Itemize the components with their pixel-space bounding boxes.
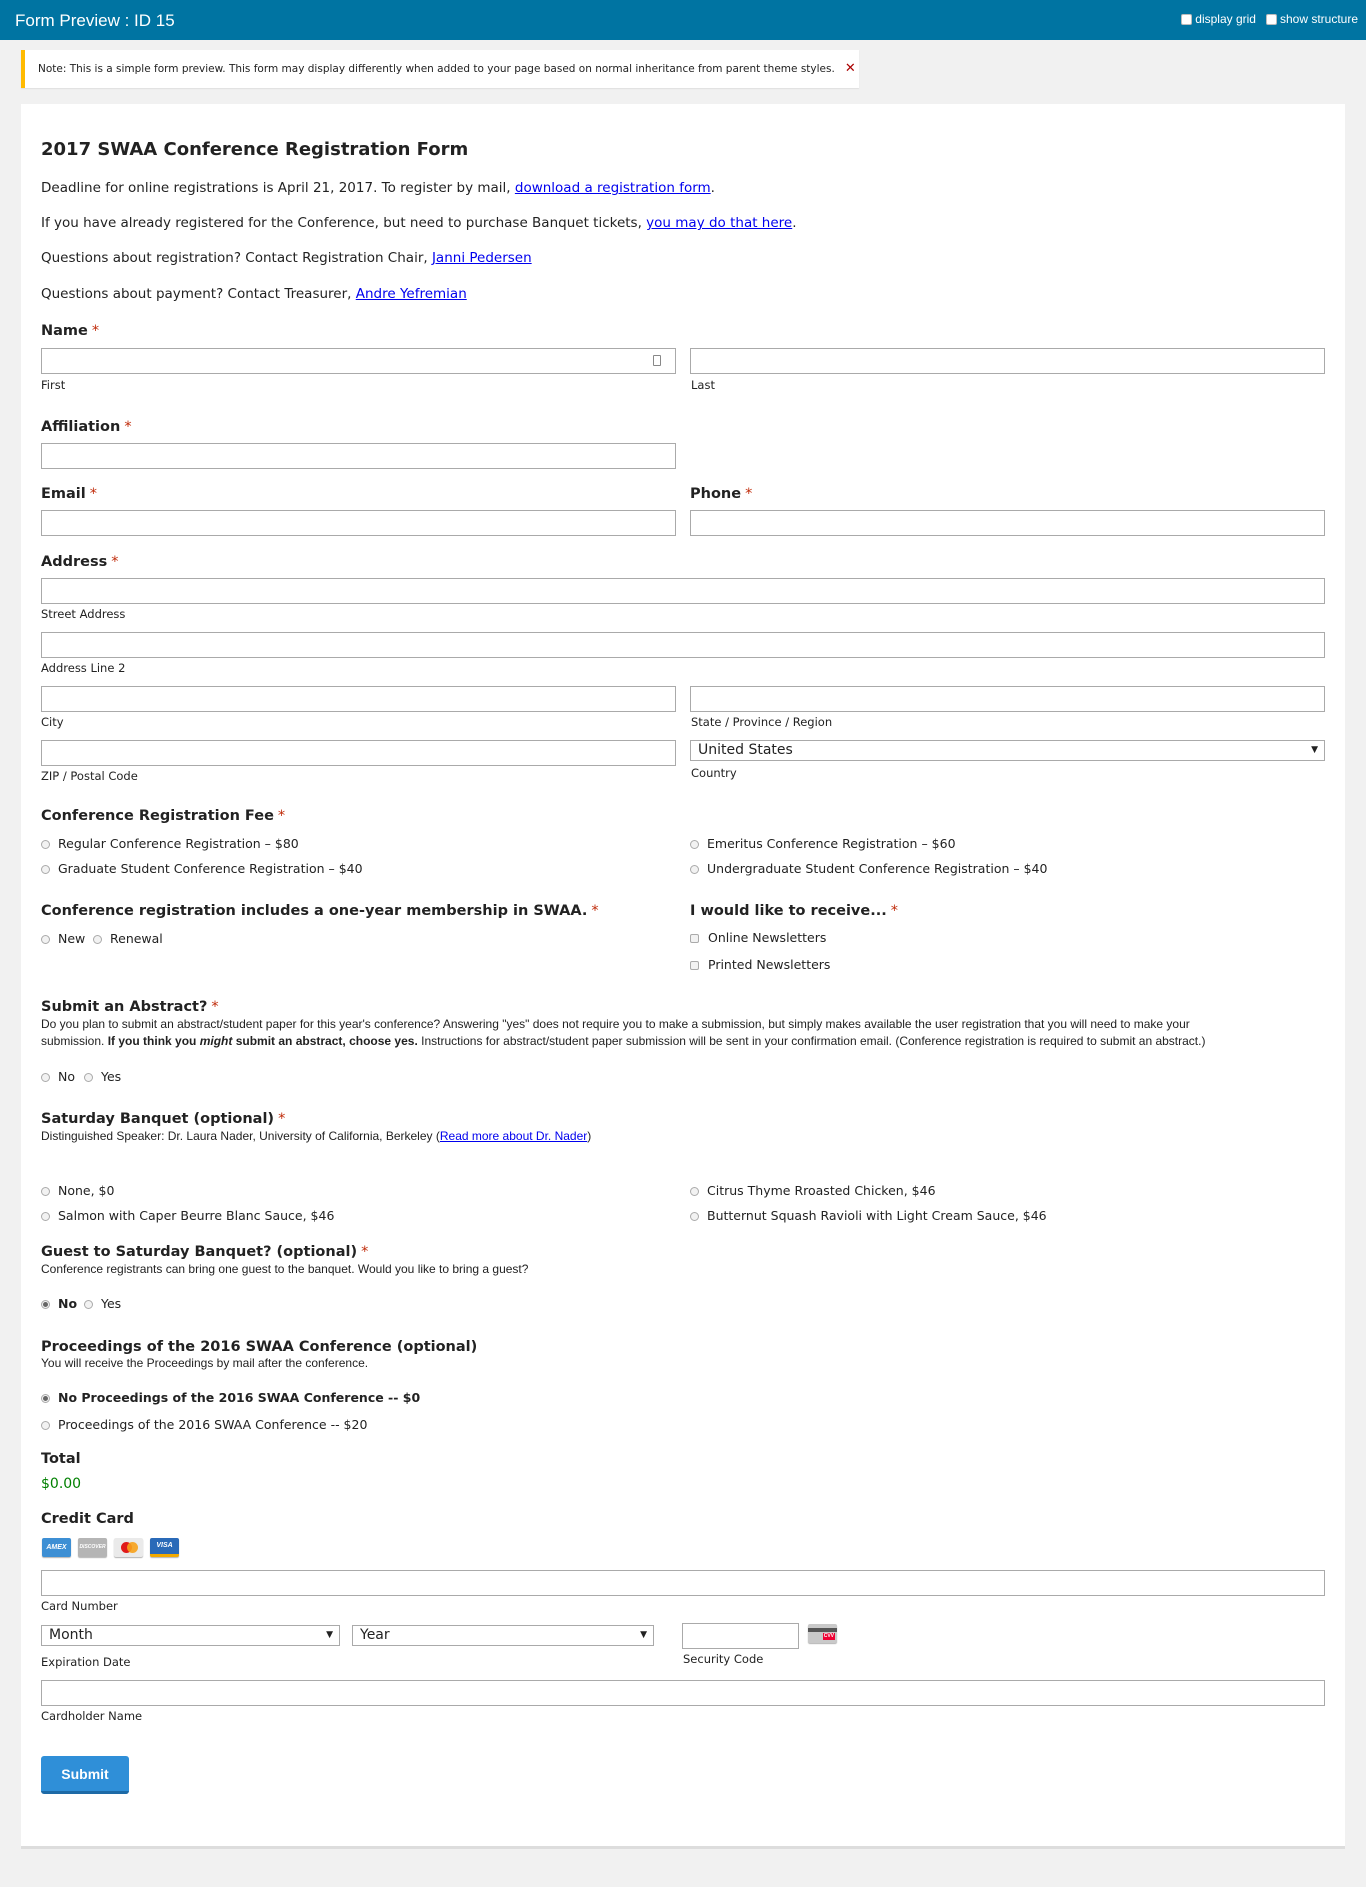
proceedings-description: You will receive the Proceedings by mail after the conference.	[41, 1356, 369, 1370]
radio-button[interactable]	[690, 840, 699, 849]
discover-card-icon: DISCOVER	[78, 1538, 107, 1557]
security-code-sublabel: Security Code	[683, 1652, 764, 1666]
amex-card-icon: AMEX	[42, 1538, 71, 1557]
fee-option-emeritus[interactable]	[690, 836, 956, 852]
radio-button[interactable]	[84, 1073, 93, 1082]
proceedings-label	[41, 1338, 477, 1356]
intro-payment-text: Questions about payment? Contact Treasurer,	[41, 286, 356, 302]
abstract-desc-italic: might	[199, 1034, 233, 1048]
state-input[interactable]	[690, 686, 1325, 712]
form-panel	[21, 104, 1345, 1849]
abstract-option-label: No	[58, 1069, 75, 1084]
email-label-text: Email	[41, 486, 86, 502]
fee-option-label: Undergraduate Student Conference Registration – $40	[707, 861, 1048, 876]
read-more-nader-link[interactable]: Read more about Dr. Nader	[439, 1129, 588, 1143]
checkbox[interactable]	[690, 961, 699, 970]
proceedings-option-label: No Proceedings of the 2016 SWAA Conference -- $0	[58, 1390, 421, 1405]
card-number-input[interactable]	[41, 1570, 1325, 1596]
security-code-input[interactable]	[682, 1623, 799, 1649]
state-sublabel: State / Province / Region	[691, 715, 833, 729]
fee-option-undergraduate[interactable]	[690, 861, 1047, 877]
form-title: 2017 SWAA Conference Registration Form	[41, 139, 469, 160]
expiration-sublabel: Expiration Date	[41, 1655, 131, 1669]
radio-button[interactable]	[41, 1187, 50, 1196]
banquet-option-label: Citrus Thyme Rroasted Chicken, $46	[707, 1183, 936, 1198]
banquet-option-chicken[interactable]	[690, 1183, 936, 1199]
membership-option-label: New	[58, 931, 86, 946]
intro-payment-contact	[41, 285, 467, 303]
radio-button[interactable]	[41, 1073, 50, 1082]
abstract-desc-bold: submit an abstract, choose yes.	[232, 1034, 418, 1048]
chevron-down-icon: ▼	[640, 1630, 647, 1640]
notice-text: Note: This is a simple form preview. This form may display differently when added to your page based on normal inheritance from parent theme styles.	[38, 63, 835, 75]
banquet-option-label: None, $0	[58, 1183, 115, 1198]
street-address-sublabel: Street Address	[41, 607, 126, 621]
email-input[interactable]	[41, 510, 676, 536]
download-form-link[interactable]: download a registration form	[514, 180, 711, 196]
country-value: United States	[698, 742, 793, 758]
city-sublabel: City	[41, 715, 64, 729]
expiration-month-value: Month	[49, 1627, 93, 1643]
expiration-month-select[interactable]	[41, 1625, 340, 1646]
intro-banquet	[41, 214, 797, 232]
fee-label-text: Conference Registration Fee	[41, 808, 274, 824]
intro-deadline-text: Deadline for online registrations is April 21, 2017. To register by mail,	[41, 180, 515, 196]
street-address-input[interactable]	[41, 578, 1325, 604]
guest-option-label: No	[58, 1296, 78, 1311]
receive-option-label: Online Newsletters	[708, 930, 827, 945]
abstract-description	[41, 1016, 1331, 1050]
submit-button[interactable]: Submit	[41, 1756, 129, 1794]
receive-option-online[interactable]	[690, 930, 826, 946]
proceedings-option-purchase[interactable]	[41, 1417, 367, 1433]
guest-description: Conference registrants can bring one guest to the banquet. Would you like to bring a guest?	[41, 1262, 529, 1276]
phone-input[interactable]	[690, 510, 1325, 536]
banquet-label	[41, 1110, 285, 1128]
affiliation-label-text: Affiliation	[41, 419, 121, 435]
radio-button-selected[interactable]	[41, 1300, 50, 1309]
required-mark: *	[124, 419, 132, 435]
last-name-input[interactable]	[690, 348, 1325, 374]
guest-option-label: Yes	[101, 1296, 122, 1311]
mastercard-circle-orange	[127, 1542, 138, 1553]
total-value: $0.00	[41, 1476, 82, 1492]
name-label-text: Name	[41, 323, 88, 339]
membership-option-renewal[interactable]	[93, 931, 163, 947]
abstract-option-yes[interactable]	[84, 1069, 121, 1085]
banquet-desc-end: )	[587, 1129, 592, 1143]
mastercard-icon	[114, 1538, 143, 1557]
radio-button[interactable]	[690, 1212, 699, 1221]
membership-label-text: Conference registration includes a one-year membership in SWAA.	[41, 903, 588, 919]
display-grid-label: display grid	[1195, 12, 1256, 26]
fee-option-regular[interactable]	[41, 836, 299, 852]
intro-registration-contact	[41, 249, 532, 267]
close-icon[interactable]: ✕	[844, 61, 856, 76]
abstract-option-label: Yes	[101, 1069, 122, 1084]
intro-banquet-end: .	[792, 215, 797, 231]
banquet-option-label: Butternut Squash Ravioli with Light Cream Sauce, $46	[707, 1208, 1047, 1223]
radio-button[interactable]	[41, 1212, 50, 1221]
required-mark: *	[591, 903, 599, 919]
registration-chair-link[interactable]: Janni Pedersen	[431, 250, 532, 266]
required-mark: *	[211, 999, 219, 1015]
banquet-option-salmon[interactable]	[41, 1208, 334, 1224]
show-structure-toggle[interactable]	[1266, 12, 1358, 26]
radio-button-selected[interactable]	[41, 1394, 50, 1403]
abstract-desc-text: submission.	[41, 1034, 108, 1048]
address-label	[41, 553, 118, 571]
abstract-option-no[interactable]	[41, 1069, 75, 1085]
credit-card-label: Credit Card	[41, 1511, 134, 1527]
preview-topbar	[0, 0, 1366, 40]
total-label: Total	[41, 1451, 81, 1467]
receive-option-label: Printed Newsletters	[708, 957, 831, 972]
show-structure-label: show structure	[1279, 12, 1358, 26]
banquet-option-none[interactable]	[41, 1183, 114, 1199]
cardholder-name-sublabel: Cardholder Name	[41, 1709, 143, 1723]
affiliation-label	[41, 418, 132, 436]
radio-button[interactable]	[41, 840, 50, 849]
cvv-code: CVV	[823, 1633, 834, 1639]
abstract-desc-text: Instructions for abstract/student paper submission will be sent in your confirmation email. (Conference registration is required to submit an abstract.)	[417, 1034, 1206, 1048]
fee-option-label: Emeritus Conference Registration – $60	[707, 836, 956, 851]
expiration-year-select[interactable]	[352, 1625, 654, 1646]
show-structure-checkbox[interactable]	[1266, 14, 1277, 25]
chevron-down-icon: ▼	[326, 1630, 333, 1640]
name-label	[41, 322, 99, 340]
display-grid-toggle[interactable]	[1181, 12, 1256, 26]
address-line2-input[interactable]	[41, 632, 1325, 658]
required-mark: *	[277, 808, 286, 824]
fee-option-label: Graduate Student Conference Registration – $40	[58, 861, 363, 876]
required-mark: *	[745, 486, 753, 502]
first-name-sublabel: First	[41, 378, 66, 392]
required-mark: *	[361, 1244, 369, 1260]
guest-label	[41, 1243, 368, 1261]
receive-label-text: I would like to receive...	[690, 903, 887, 919]
abstract-desc-bold: If you think you	[107, 1034, 200, 1048]
abstract-label	[41, 998, 219, 1016]
zip-input[interactable]	[41, 740, 676, 766]
radio-button[interactable]	[93, 935, 102, 944]
display-grid-checkbox[interactable]	[1181, 14, 1192, 25]
fee-option-graduate[interactable]	[41, 861, 363, 877]
abstract-description-line2	[41, 1033, 1331, 1050]
first-name-input[interactable]	[41, 348, 676, 374]
country-select[interactable]	[690, 740, 1325, 761]
required-mark: *	[89, 486, 97, 502]
banquet-tickets-link[interactable]: you may do that here	[646, 215, 793, 231]
preview-title: Form Preview : ID 15	[15, 11, 175, 30]
expiration-year-value: Year	[360, 1627, 390, 1643]
phone-label	[690, 485, 752, 503]
address-line2-sublabel: Address Line 2	[41, 661, 126, 675]
proceedings-label-text: Proceedings of the 2016 SWAA Conference (optional)	[41, 1339, 478, 1355]
abstract-description-line1: Do you plan to submit an abstract/student paper for this year's conference? Answering "yes" does not require you to make a submission, but simply makes available the user registration that you will need to make your	[41, 1017, 1190, 1031]
city-input[interactable]	[41, 686, 676, 712]
treasurer-link[interactable]: Andre Yefremian	[355, 286, 467, 302]
radio-button[interactable]	[690, 865, 699, 874]
membership-option-label: Renewal	[110, 931, 163, 946]
chevron-down-icon: ▼	[1311, 745, 1318, 755]
membership-label	[41, 902, 599, 920]
radio-button[interactable]	[41, 1421, 50, 1430]
zip-sublabel: ZIP / Postal Code	[41, 769, 138, 783]
required-mark: *	[111, 554, 119, 570]
guest-option-yes[interactable]	[84, 1296, 121, 1312]
receive-label	[690, 902, 898, 920]
preview-options	[1181, 12, 1358, 26]
preview-notice	[21, 50, 859, 88]
card-number-sublabel: Card Number	[41, 1599, 118, 1613]
proceedings-option-label: Proceedings of the 2016 SWAA Conference -- $20	[58, 1417, 368, 1432]
radio-button[interactable]	[84, 1300, 93, 1309]
intro-banquet-text: If you have already registered for the Conference, but need to purchase Banquet tickets,	[41, 215, 647, 231]
banquet-label-text: Saturday Banquet (optional)	[41, 1111, 275, 1127]
receive-option-printed[interactable]	[690, 957, 830, 973]
fee-label	[41, 807, 285, 825]
banquet-option-ravioli[interactable]	[690, 1208, 1047, 1224]
banquet-desc-text: Distinguished Speaker: Dr. Laura Nader, University of California, Berkeley (	[41, 1129, 440, 1143]
banquet-description	[41, 1128, 591, 1145]
radio-button[interactable]	[41, 865, 50, 874]
phone-label-text: Phone	[690, 486, 742, 502]
guest-label-text: Guest to Saturday Banquet? (optional)	[41, 1244, 358, 1260]
cvv-stripe	[808, 1628, 837, 1632]
proceedings-option-none[interactable]	[41, 1390, 420, 1406]
membership-option-new[interactable]	[41, 931, 85, 947]
intro-registration-text: Questions about registration? Contact Registration Chair,	[41, 250, 432, 266]
country-sublabel: Country	[691, 766, 737, 780]
affiliation-input[interactable]	[41, 443, 676, 469]
visa-card-icon: VISA	[150, 1538, 179, 1557]
cardholder-name-input[interactable]	[41, 1680, 1325, 1706]
cvv-card-icon	[808, 1624, 837, 1643]
checkbox[interactable]	[690, 934, 699, 943]
guest-option-no[interactable]	[41, 1296, 77, 1312]
banquet-option-label: Salmon with Caper Beurre Blanc Sauce, $46	[58, 1208, 335, 1223]
required-mark: *	[890, 903, 898, 919]
email-label	[41, 485, 97, 503]
intro-deadline	[41, 179, 715, 197]
autofill-icon	[653, 355, 661, 366]
intro-deadline-end: .	[710, 180, 715, 196]
required-mark: *	[278, 1111, 286, 1127]
required-mark: *	[91, 323, 100, 339]
address-label-text: Address	[41, 554, 108, 570]
abstract-label-text: Submit an Abstract?	[41, 999, 208, 1015]
radio-button[interactable]	[690, 1187, 699, 1196]
radio-button[interactable]	[41, 935, 50, 944]
fee-option-label: Regular Conference Registration – $80	[58, 836, 299, 851]
last-name-sublabel: Last	[691, 378, 715, 392]
